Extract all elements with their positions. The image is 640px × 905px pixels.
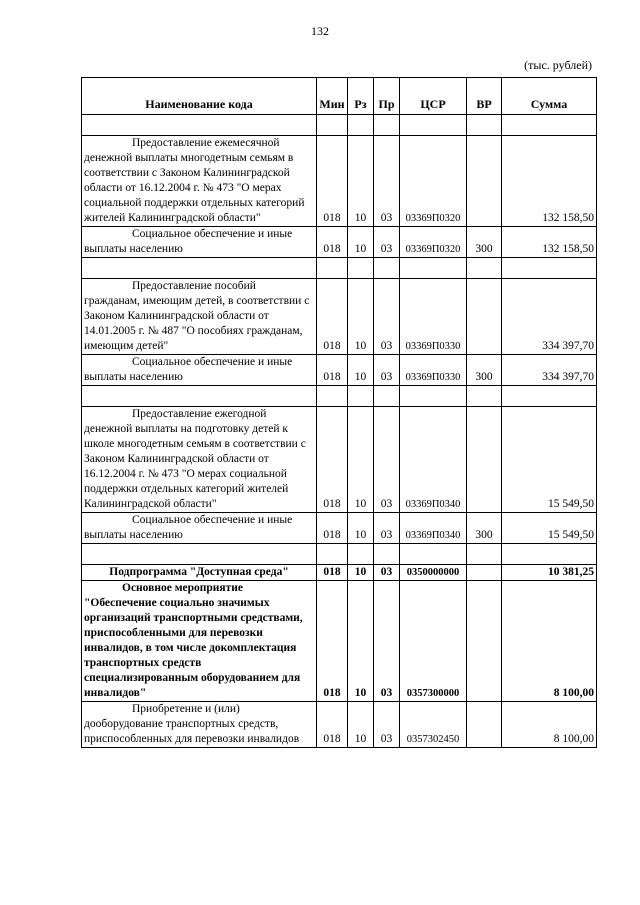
- table-row: [82, 565, 597, 581]
- row-csr: 03369П0330: [400, 279, 467, 355]
- row-sum: 8 100,00: [502, 702, 597, 748]
- table-row: [82, 513, 597, 544]
- row-sum: 15 549,50: [502, 513, 597, 544]
- table-row: [82, 702, 597, 748]
- spacer-row: [82, 386, 597, 407]
- row-name: Социальное обеспечение и иные выплаты населению: [82, 227, 317, 258]
- table-row: [82, 227, 597, 258]
- header-csr: ЦСР: [400, 78, 467, 115]
- row-csr: 03369П0340: [400, 407, 467, 513]
- row-min: 018: [317, 702, 348, 748]
- row-vr: [467, 279, 502, 355]
- row-name: Подпрограмма "Доступная среда": [82, 565, 317, 581]
- table-row: [82, 279, 597, 355]
- row-rz: 10: [348, 136, 374, 227]
- header-name: Наименование кода: [82, 78, 317, 115]
- row-csr: 0350000000: [400, 565, 467, 581]
- row-pr: 03: [374, 702, 400, 748]
- table-row: [82, 355, 597, 386]
- row-vr: [467, 565, 502, 581]
- row-csr: 0357300000: [400, 581, 467, 702]
- row-vr: 300: [467, 513, 502, 544]
- row-pr: 03: [374, 279, 400, 355]
- row-sum: 8 100,00: [502, 581, 597, 702]
- row-name: Социальное обеспечение и иные выплаты населению: [82, 513, 317, 544]
- row-csr: 03369П0330: [400, 355, 467, 386]
- row-min: 018: [317, 279, 348, 355]
- header-sum: Сумма: [502, 78, 597, 115]
- row-name: Социальное обеспечение и иные выплаты населению: [82, 355, 317, 386]
- spacer-row: [82, 258, 597, 279]
- row-pr: 03: [374, 227, 400, 258]
- row-csr: 03369П0320: [400, 136, 467, 227]
- row-name: Предоставление ежемесячной денежной выплаты многодетным семьям в соответствии с Законом Калининградской области от 16.12.2004 г. № 473 "О мерах социальной поддержки отдельных категорий жителей Калининградской области": [82, 136, 317, 227]
- row-min: 018: [317, 355, 348, 386]
- units-label: (тыс. рублей): [524, 58, 592, 72]
- row-vr: [467, 581, 502, 702]
- budget-table: [81, 77, 597, 748]
- row-rz: 10: [348, 355, 374, 386]
- row-csr: 03369П0340: [400, 513, 467, 544]
- row-pr: 03: [374, 407, 400, 513]
- row-rz: 10: [348, 407, 374, 513]
- row-pr: 03: [374, 581, 400, 702]
- table-row: [82, 581, 597, 702]
- table-header-row: [82, 78, 597, 115]
- row-name: Предоставление пособий гражданам, имеющим детей, в соответствии с Законом Калининградской области от 14.01.2005 г. № 487 "О пособиях гражданам, имеющим детей": [82, 279, 317, 355]
- table-row: [82, 136, 597, 227]
- row-min: 018: [317, 227, 348, 258]
- row-pr: 03: [374, 355, 400, 386]
- row-min: 018: [317, 136, 348, 227]
- spacer-row: [82, 544, 597, 565]
- row-sum: 334 397,70: [502, 355, 597, 386]
- header-vr: ВР: [467, 78, 502, 115]
- row-min: 018: [317, 565, 348, 581]
- row-csr: 03369П0320: [400, 227, 467, 258]
- row-rz: 10: [348, 227, 374, 258]
- row-vr: [467, 136, 502, 227]
- row-name: Предоставление ежегодной денежной выплаты на подготовку детей к школе многодетным семьям в соответствии с Законом Калининградской области от 16.12.2004 г. № 473 "О мерах социальной поддержки отдельных категорий жителей Калининградской области": [82, 407, 317, 513]
- row-rz: 10: [348, 702, 374, 748]
- header-min: Мин: [317, 78, 348, 115]
- row-vr: [467, 702, 502, 748]
- row-vr: 300: [467, 227, 502, 258]
- row-sum: 15 549,50: [502, 407, 597, 513]
- row-min: 018: [317, 581, 348, 702]
- row-pr: 03: [374, 565, 400, 581]
- header-pr: Пр: [374, 78, 400, 115]
- row-sum: 334 397,70: [502, 279, 597, 355]
- row-sum: 132 158,50: [502, 136, 597, 227]
- row-rz: 10: [348, 279, 374, 355]
- page-number: 132: [311, 24, 329, 38]
- spacer-row: [82, 115, 597, 136]
- table-row: [82, 407, 597, 513]
- row-rz: 10: [348, 581, 374, 702]
- row-sum: 132 158,50: [502, 227, 597, 258]
- row-vr: [467, 407, 502, 513]
- row-min: 018: [317, 407, 348, 513]
- row-min: 018: [317, 513, 348, 544]
- row-pr: 03: [374, 136, 400, 227]
- row-rz: 10: [348, 513, 374, 544]
- row-name: Основное мероприятие "Обеспечение социально значимых организаций транспортными средствами, приспособленными для перевозки инвалидов, в том числе докомплектация транспортных средств специализированным оборудованием для инвалидов": [82, 581, 317, 702]
- header-rz: Рз: [348, 78, 374, 115]
- row-name: Приобретение и (или) дооборудование транспортных средств, приспособленных для перевозки инвалидов: [82, 702, 317, 748]
- row-rz: 10: [348, 565, 374, 581]
- row-vr: 300: [467, 355, 502, 386]
- row-sum: 10 381,25: [502, 565, 597, 581]
- row-csr: 0357302450: [400, 702, 467, 748]
- row-pr: 03: [374, 513, 400, 544]
